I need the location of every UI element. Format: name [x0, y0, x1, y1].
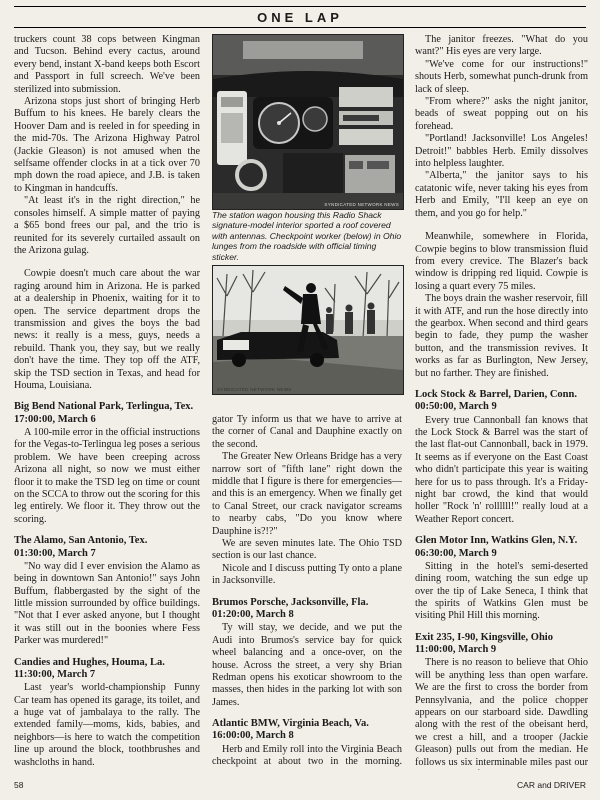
text-column-2	[212, 414, 402, 770]
checkpoint-illustration	[213, 266, 403, 394]
checkpoint-name: Big Bend National Park, Terlingua, Tex.	[14, 401, 194, 413]
header-rule-bottom	[14, 27, 586, 28]
checkpoint-heading	[14, 657, 200, 682]
checkpoint-time: 01:30:00, March 7	[14, 547, 96, 559]
checkpoint-time: 16:00:00, March 8	[212, 730, 294, 742]
text-column-1	[14, 34, 200, 770]
paragraph: "At least it's in the right direction," he consoles himself. A simple matter of paying a $65 bond frees our pal, and the trio is reunited for its severely curtailed assault on the Arizona gulag.	[14, 195, 200, 256]
checkpoint-worker-photo	[212, 265, 404, 395]
checkpoint-name: Candies and Hughes, Houma, La.	[14, 656, 165, 668]
checkpoint-time: 11:30:00, March 7	[14, 668, 96, 680]
checkpoint-heading	[212, 718, 402, 743]
paragraph: "Portland! Jacksonville! Los Angeles! Detroit!" babbles Herb. Emily dissolves into helpless laughter.	[415, 133, 588, 170]
checkpoint-heading	[14, 535, 200, 560]
checkpoint-heading	[212, 597, 402, 622]
dashboard-radio-photo	[212, 34, 404, 210]
paragraph: Herb and Emily roll into the Virginia Beach checkpoint at about two in the morning.	[212, 743, 402, 768]
paragraph: The janitor freezes. "What do you want?" His eyes are very large.	[415, 34, 588, 58]
photo-caption: The station wagon housing this Radio Shack signature-model interior sported a roof covered with antennas. Checkpoint worker (below) in Ohio lunges from the roadside with official timing sticker.	[212, 210, 402, 262]
checkpoint-time: 01:20:00, March 8	[212, 608, 294, 620]
paragraph: The boys drain the washer reservoir, fill it with ATF, and run the hose directly into the gearbox. When second and third gears begin to fade, they pump the washer button, and the transmission revives. It works as far as Burlington, New Jersey, but no farther. They are finished.	[415, 293, 588, 379]
checkpoint-time: 06:30:00, March 9	[415, 547, 497, 559]
paragraph: Every true Cannonball fan knows that the Lock Stock & Barrel was the start of the last flat-out Cannonball, back in 1979. It seems as if everyone on the East Coast who didn't participate this year is waiting here for us to pass through. It's a Friday-night bar crowd, the kind that would holler "Rock 'n' rollllll!" really loud at a Weather Report concert.	[415, 414, 588, 525]
paragraph: gator Ty inform us that we have to arrive at the corner of Canal and Dauphine exactly on the second.	[212, 414, 402, 450]
checkpoint-name: Lock Stock & Barrel, Darien, Conn.	[415, 388, 577, 400]
checkpoint-time: 00:50:00, March 9	[415, 401, 497, 413]
paragraph: Ty will stay, we decide, and we put the Audi into Brumos's service bay for quick wheel balancing and a once-over, on the house. Across the street, a very shy Brian Redman opens his exoticar showroom to the masses, then hides in the parking lot with son James.	[212, 622, 402, 708]
checkpoint-heading	[14, 401, 200, 426]
photo-credit: SYNDICATED NETWORK NEWS	[217, 387, 292, 392]
dashboard-illustration	[213, 35, 403, 209]
paragraph	[14, 769, 200, 770]
magazine-name: CAR and DRIVER	[517, 780, 586, 790]
paragraph: Sitting in the hotel's semi-deserted dining room, watching the sun edge up over the tip of Lake Seneca, I think that the spirits of Watkins Glen must be visiting Phil Hill this morning.	[415, 560, 588, 622]
photo-credit: SYNDICATED NETWORK NEWS	[324, 202, 399, 207]
page-number: 58	[14, 780, 24, 790]
checkpoint-time: 11:00:00, March 9	[415, 644, 497, 656]
checkpoint-name: Exit 235, I-90, Kingsville, Ohio	[415, 631, 553, 643]
paragraph: There is no reason to believe that Ohio will be anything less than open warfare. We are the first to cross the border from Pennsylvania, and the police chopper appears on our starboard side. Dawdling along with the rest of the obeisant herd, we crest a hill, and a trooper (Jackie Gleason) pulls out from the median. He follows us six interminable miles past our	[415, 657, 588, 768]
paragraph: "No way did I ever envision the Alamo as being in downtown San Antonio!" says John Buffum, flabbergasted by the sight of the little mission surrounded by office buildings. "Not that I ever asked anyone, but I thought it was still out in the boonies where Fess Parker was murdered!"	[14, 560, 200, 647]
paragraph: "From where?" asks the night janitor, beads of sweat popping out on his forehead.	[415, 96, 588, 132]
running-header	[14, 4, 586, 34]
header-rule-top	[14, 6, 586, 7]
paragraph: A 100-mile error in the official instructions for the Vegas-to-Terlingua leg poses a serious problem. We have been creeping across Arizona all night, so now we must either floor it to make the TSD leg on time or count on the SCCA to throw out the scoring for this leg entirely. We floor it. They throw out the scoring.	[14, 426, 200, 525]
paragraph: Cowpie doesn't much care about the war raging around him in Arizona. He is parked at a dealership in Phoenix, waiting for it to open. The service department drops the transmission and gives the boys the bad news: it really is a mess, guys, needs a rebuild. Thank you, they say, but we really don't have the time. They top off the ATF, skip the TSD section in Texas, and head for Houma, Louisiana.	[14, 268, 200, 391]
paragraph: We are seven minutes late. The Ohio TSD section is our last chance.	[212, 538, 402, 562]
running-title: ONE LAP	[257, 10, 343, 25]
paragraph: truckers count 38 cops between Kingman and Tucson. Behind every cactus, around every bend, instant X-band keeps both Escort and Passport in full screech. We've been sterilized into submission.	[14, 34, 200, 95]
checkpoint-name: The Alamo, San Antonio, Tex.	[14, 535, 148, 547]
paragraph: "We've come for our instructions!" shouts Herb, somewhat punch-drunk from lack of sleep.	[415, 58, 588, 95]
checkpoint-name: Glen Motor Inn, Watkins Glen, N.Y.	[415, 535, 578, 547]
checkpoint-name: Brumos Porsche, Jacksonville, Fla.	[212, 596, 369, 608]
checkpoint-heading	[415, 535, 588, 560]
text-column-3	[415, 34, 588, 770]
checkpoint-heading	[415, 632, 588, 657]
paragraph: Meanwhile, somewhere in Florida, Cowpie begins to blow transmission fluid from every crevice. The Blazer's back window is dripping red liquid. Cowpie is losing a quart every 75 miles.	[415, 231, 588, 292]
checkpoint-name: Atlantic BMW, Virginia Beach, Va.	[212, 718, 369, 730]
paragraph: The Greater New Orleans Bridge has a very narrow sort of "fifth lane" right down the middle that I figure is there for emergencies—and this is an emergency. When we finally get to Canal Street, our crack navigator screams to nearby cabs, "Do you know where Dauphine is?!?"	[212, 451, 402, 537]
checkpoint-heading	[415, 389, 588, 414]
paragraph: "Alberta," the janitor says to his catatonic wife, never taking his eyes from Herb and Emily, "I'll keep an eye on them, and you go for help."	[415, 170, 588, 219]
paragraph: Last year's world-championship Funny Car team has opened its garage, its toilet, and a huge vat of jambalaya to the rally. The extended family—moms, kids, babies, and neighbors—is here to watch the competition line up around the block, toothbrushes and washcloths in hand.	[14, 682, 200, 768]
paragraph: Nicole and I discuss putting Ty onto a plane in Jacksonville.	[212, 562, 402, 587]
checkpoint-time: 17:00:00, March 6	[14, 413, 96, 425]
paragraph: Arizona stops just short of bringing Herb Buffum to his knees. He barely clears the Hoover Dam and is reeled in for speeding in the mid-70s. The Arizona Highway Patrol (Jackie Gleason) is not amused when the selfsame offender clocks in at a tick over 70 mph down the road apiece, and J.B. is taken to Kingman in handcuffs.	[14, 96, 200, 194]
